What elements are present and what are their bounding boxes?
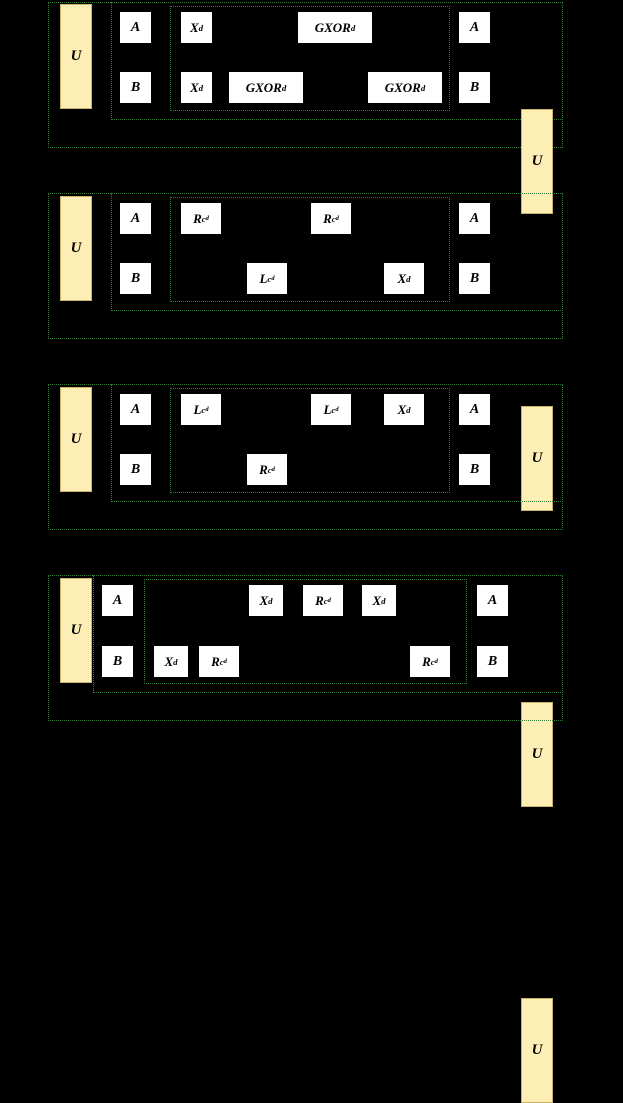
- gate-subscript: d: [198, 82, 204, 93]
- unitary-dagger-label: U: [531, 450, 543, 466]
- gate-name: X: [372, 592, 382, 608]
- gate-name: X: [259, 592, 269, 608]
- wire-b-label: B: [469, 270, 480, 286]
- gate-subscript: c: [430, 656, 435, 667]
- panel-1-gate-gxord-b1: [228, 71, 304, 104]
- panel-4-gate-xd-a2: [361, 584, 397, 617]
- unitary-dagger-label: U: [531, 153, 543, 169]
- gate-subscript-inner: d: [223, 658, 227, 665]
- gate-name: R: [315, 592, 324, 608]
- panel-1-gate-gxord-a: [297, 11, 373, 44]
- panel-1-gate-xd-b: [180, 71, 213, 104]
- gate-name: R: [211, 653, 220, 669]
- gate-subscript-inner: d: [434, 658, 438, 665]
- panel-4-unitary-u-dagger: [521, 993, 559, 1103]
- gate-subscript: c: [267, 464, 272, 475]
- dagger-icon: †: [553, 401, 559, 413]
- gate-name: X: [189, 19, 199, 35]
- wire-a-label: A: [487, 592, 498, 608]
- panel-1-label-a-right: [458, 11, 491, 44]
- panel-2-label-a: [119, 202, 152, 235]
- wire-a-label: A: [469, 401, 480, 417]
- gate-name: L: [259, 270, 268, 286]
- dagger-icon: †: [553, 697, 559, 709]
- gate-subscript: c: [219, 656, 224, 667]
- dagger-icon: †: [553, 993, 559, 1005]
- gate-subscript: d: [381, 595, 386, 606]
- panel-1-gate-gxord-b2: [367, 71, 443, 104]
- gate-subscript: d: [173, 656, 178, 667]
- wire-b-label: B: [112, 653, 123, 669]
- gate-name: X: [189, 79, 199, 95]
- wire-a-label: A: [130, 19, 141, 35]
- gate-subscript-inner: d: [335, 215, 339, 222]
- unitary-dagger-label: U: [531, 746, 543, 762]
- wire-b-label: B: [130, 270, 141, 286]
- panel-4-gate-xd-b: [153, 645, 189, 678]
- gate-subscript: c: [267, 273, 272, 284]
- panel-3-gate-lcd-a2: [310, 393, 352, 426]
- panel-1-unitary-u: [60, 4, 92, 109]
- unitary-label: U: [70, 48, 82, 64]
- gate-name: GXOR: [245, 79, 282, 95]
- panel-4-label-b-right: [476, 645, 509, 678]
- wire-a-label: A: [469, 19, 480, 35]
- gate-subscript-inner: d: [271, 466, 275, 473]
- gate-subscript-inner: d: [205, 215, 209, 222]
- gate-subscript-inner: d: [335, 406, 339, 413]
- gate-subscript: d: [406, 273, 411, 284]
- gate-name: GXOR: [384, 79, 421, 95]
- wire-b-label: B: [130, 461, 141, 477]
- dagger-icon: †: [553, 104, 559, 116]
- panel-1-label-b-right: [458, 71, 491, 104]
- panel-4-label-a: [101, 584, 134, 617]
- panel-4-label-a-right: [476, 584, 509, 617]
- gate-name: X: [164, 653, 174, 669]
- gate-name: L: [323, 401, 332, 417]
- gate-name: R: [193, 210, 202, 226]
- unitary-label: U: [70, 431, 82, 447]
- gate-subscript: d: [281, 82, 287, 93]
- panel-3-label-b-right: [458, 453, 491, 486]
- panel-1-label-a: [119, 11, 152, 44]
- panel-2-gate-xd-b: [383, 262, 425, 295]
- wire-b-label: B: [469, 461, 480, 477]
- panel-2-label-a-right: [458, 202, 491, 235]
- gate-name: R: [323, 210, 332, 226]
- wire-a-label: A: [112, 592, 123, 608]
- gate-subscript-inner: d: [271, 275, 275, 282]
- panel-1-gate-xd-a: [180, 11, 213, 44]
- panel-2-gate-rcd-a2: [310, 202, 352, 235]
- panel-3-label-a: [119, 393, 152, 426]
- gate-name: R: [259, 461, 268, 477]
- panel-3-label-b: [119, 453, 152, 486]
- gate-subscript: d: [420, 82, 426, 93]
- panel-1-label-b: [119, 71, 152, 104]
- gate-subscript: d: [406, 404, 411, 415]
- panel-4-gate-rcd-b1: [198, 645, 240, 678]
- gate-subscript: c: [201, 213, 206, 224]
- panel-2-unitary-u: [60, 196, 92, 301]
- gate-subscript: d: [268, 595, 273, 606]
- unitary-label: U: [70, 240, 82, 256]
- gate-subscript-inner: d: [327, 597, 331, 604]
- panel-4-unitary-u: [60, 578, 92, 683]
- panel-3-label-a-right: [458, 393, 491, 426]
- panel-2-gate-lcd-b: [246, 262, 288, 295]
- panel-3-gate-rcd-b: [246, 453, 288, 486]
- panel-2-label-b-right: [458, 262, 491, 295]
- panel-2-gate-rcd-a1: [180, 202, 222, 235]
- panel-4-gate-rcd-a: [302, 584, 344, 617]
- gate-subscript-inner: d: [205, 406, 209, 413]
- gate-subscript: c: [331, 404, 336, 415]
- wire-b-label: B: [130, 79, 141, 95]
- wire-a-label: A: [130, 401, 141, 417]
- gate-subscript: c: [201, 404, 206, 415]
- gate-name: X: [397, 401, 407, 417]
- wire-b-label: B: [487, 653, 498, 669]
- gate-name: X: [397, 270, 407, 286]
- panel-3-gate-lcd-a1: [180, 393, 222, 426]
- wire-a-label: A: [469, 210, 480, 226]
- panel-2-label-b: [119, 262, 152, 295]
- wire-b-label: B: [469, 79, 480, 95]
- unitary-label: U: [70, 622, 82, 638]
- gate-name: R: [422, 653, 431, 669]
- panel-4-gate-rcd-b2: [409, 645, 451, 678]
- gate-subscript: c: [323, 595, 328, 606]
- gate-subscript: c: [331, 213, 336, 224]
- panel-4-gate-xd-a1: [248, 584, 284, 617]
- unitary-dagger-label: U: [531, 1042, 543, 1058]
- panel-3-unitary-u: [60, 387, 92, 492]
- gate-subscript: d: [198, 22, 204, 33]
- gate-subscript: d: [350, 22, 356, 33]
- gate-name: L: [193, 401, 202, 417]
- panel-3-gate-xd-a: [383, 393, 425, 426]
- wire-a-label: A: [130, 210, 141, 226]
- gate-name: GXOR: [314, 19, 351, 35]
- panel-4-label-b: [101, 645, 134, 678]
